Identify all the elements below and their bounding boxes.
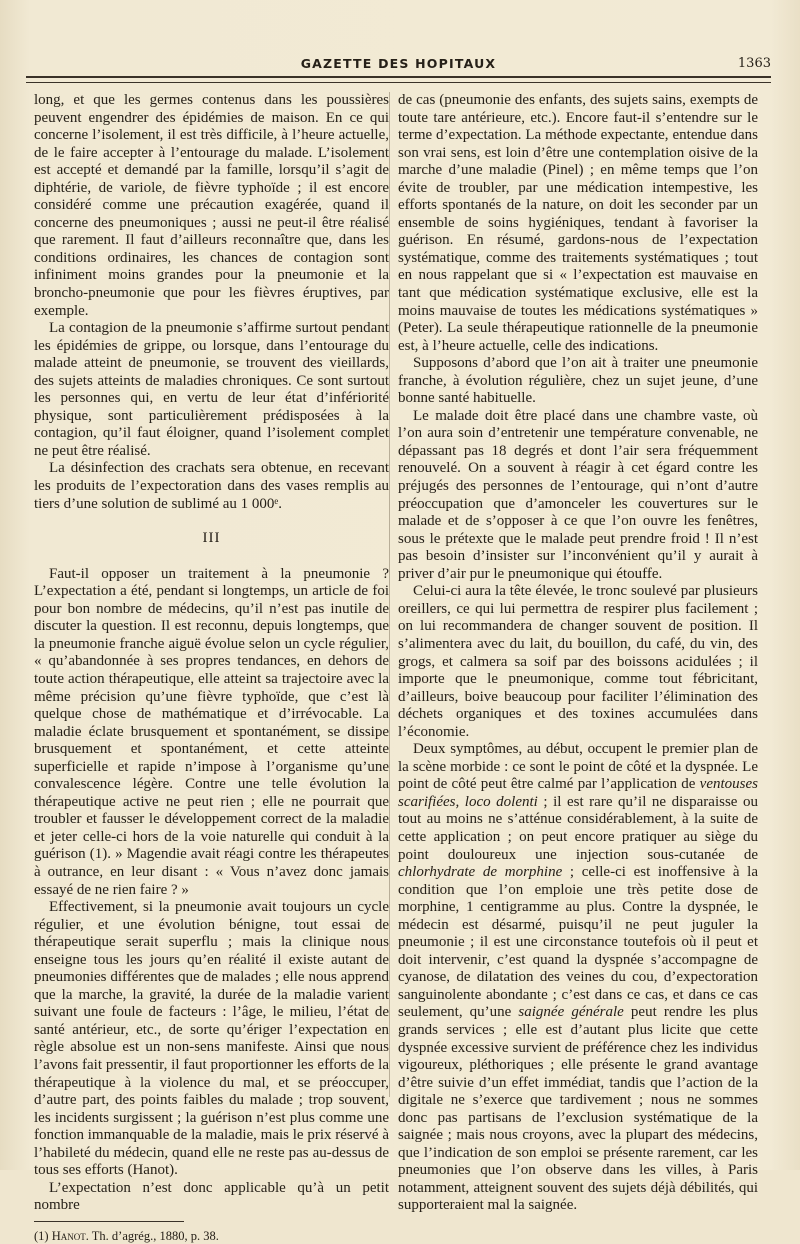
- paragraph: de cas (pneumonie des enfants, des sujets sains, exempts de toute tare antérieure, etc.). Encore faut-il s’entendre sur le terme d’expectation. La méthode expectante, entendue dans son vrai sens, est loin d’être une contemplation oisive de la marche d’une maladie (Pinel) ; en même temps que l’on évite de troubler, par une médication intempestive, les efforts spontanés de la nature, on doit les seconder par un ensemble de soins hygiéniques, tendant à favoriser la guérison. En résumé, gardons-nous de l’expectation systématique, comme des traitements systématiques ; tout en nous rappelant que si « l’expectation est mauvaise en tant que médication systématique exclusive, elle est la moins mauvaise de toutes les médications systématiques » (Peter). La seule thérapeutique rationnelle de la pneumonie est, à l’heure actuelle, celle des indications.: [398, 92, 758, 354]
- paragraph: Supposons d’abord que l’on ait à traiter une pneumonie franche, à évolution régulière, chez un sujet jeune, d’une bonne santé habituelle.: [398, 355, 758, 407]
- paragraph: La désinfection des crachats sera obtenue, en recevant les produits de l’expectoration dans des vases remplis au tiers d’une solution de sublimé au 1 000ᵉ.: [34, 460, 389, 512]
- paragraph: Le malade doit être placé dans une chambre vaste, où l’on aura soin d’entretenir une température convenable, ne dépassant pas 18 degrés et dont l’air sera fréquemment renouvelé. On a souvent à réagir à cet égard contre les préjugés des personnes de l’entourage, qui n’ont d’autre préoccupation que d’amonceler les couvertures sur le malade et de s’opposer à ce que l’on ouvre les fenêtres, sous le prétexte que le malade peut prendre froid ! Il n’est pas besoin d’insister sur l’inconvénient qu’il y aurait à priver d’air pur le pneumonique qui étouffe.: [398, 407, 758, 582]
- footnote-reference: Th. d’agrég., 1880, p. 38.: [91, 1228, 219, 1243]
- page-header: [26, 56, 771, 72]
- italic-run: saignée générale: [518, 1004, 624, 1021]
- paragraph: La contagion de la pneumonie s’affirme surtout pendant les épidémies de grippe, ou lorsque, dans l’entourage du malade atteint de pneumonie, se trouvent des vieillards, des sujets atteints de maladies chroniques. Ce sont surtout les personnes qui, en vertu de leur état d’infériorité physique, sont particulièrement prédisposées à la contagion, qu’il faut éloigner, quand l’isolement complet ne peut être réalisé.: [34, 320, 389, 459]
- footnote-number: (1): [34, 1228, 49, 1243]
- italic-run: ventouses scarifiées, loco dolenti: [398, 776, 758, 810]
- paragraph: long, et que les germes contenus dans les poussières peuvent engendrer des épidémies de maison. En ce qui concerne l’isolement, il est très difficile, à l’heure actuelle, de le faire accepter à l’entourage du malade. L’isolement est accepté et demandé par la famille, lorsqu’il s’agit de diphtérie, de variole, de fièvre typhoïde ; il est encore considéré comme une précaution exagérée, quand il concerne des pneumoniques ; aussi ne peut-il être réalisé que rarement. Il faut d’ailleurs reconnaître que, dans les conditions ordinaires, les chances de contagion sont infiniment moins grandes pour la pneumonie et la broncho-pneumonie que pour les fièvres éruptives, par exemple.: [34, 92, 389, 319]
- page-number: 1363: [737, 56, 771, 71]
- left-column: [34, 92, 389, 1244]
- footnote: [34, 1229, 389, 1244]
- text-run: Deux symptômes, au début, occupent le premier plan de la scène morbide : ce sont le point de côté et la dyspnée. Le point de côté peut être calmé par l’application de: [398, 741, 758, 793]
- text-run: peut rendre les plus grands services ; elle est d’autant plus licite que cette dyspnée excessive survient de préférence chez les individus vigoureux, pléthoriques ; elle présente le grand avantage d’être suivie d’un effet immédiat, tandis que l’action de la digitale ne s’exerce que tardivement ; nous ne sommes donc pas partisans de l’exclusion systématique de la saignée ; mais nous croyons, avec la plupart des médecins, que l’indication de son emploi se présente rarement, car les pneumonies que l’on observe dans les villes, à Paris notamment, atteignent souvent des sujets déjà débilités, qui supporteraient mal la saignée.: [398, 1004, 758, 1214]
- column-separator: [389, 92, 390, 1097]
- text-run: ; celle-ci est inoffensive à la condition que l’on emploie une très petite dose de morphine, 1 centigramme au plus. Contre la dyspnée, le médecin est désarmé, puisqu’il ne peut juguler la pneumonie ; il est une circonstance toutefois où il peut et doit intervenir, c’est quand la dyspnée s’accompagne de cyanose, de dilatation des veines du cou, d’expectoration sanguinolente abondante ; c’est dans ce cas, et dans ce cas seulement, qu’une: [398, 864, 758, 1021]
- right-column: [398, 92, 758, 1215]
- paragraph: Faut-il opposer un traitement à la pneumonie ? L’expectation a été, pendant si longtemps, un article de foi pour bon nombre de médecins, qu’il n’est pas inutile de discuter la question. Il est reconnu, depuis longtemps, que la pneumonie franche aiguë évolue selon un cycle régulier, « qu’abandonnée à ses propres tendances, en dehors de toute action thérapeutique, elle atteint sa trajectoire avec la même précision qu’une fièvre typhoïde, que c’est là quelque chose de mathématique et d’irrévocable. La maladie éclate brusquement et spontanément, se dissipe brusquement et spontanément, et cette atteinte superficielle et rapide n’impose à l’organisme qu’une convalescence légère. Contre une telle évolution la thérapeutique active ne peut rien ; elle ne pourrait que troubler et fausser le développement correct de la maladie et jeter celle-ci hors de la voie naturelle qui conduit à la guérison (1). » Magendie avait réagi contre les thérapeutes à outrance, en leur disant : « Vous n’avez donc jamais essayé de ne rien faire ? »: [34, 565, 389, 898]
- journal-title: GAZETTE DES HOPITAUX: [300, 56, 497, 71]
- paragraph: Celui-ci aura la tête élevée, le tronc soulevé par plusieurs oreillers, ce qui lui permettra de respirer plus facilement ; on lui recommandera de changer souvent de position. Il s’alimentera avec du lait, du bouillon, du café, du vin, des grogs, et calmera sa soif par des boissons acidulées ; il importe que le pneumonique, comme tout fébricitant, d’ailleurs, boive beaucoup pour faciliter l’élimination des déchets organiques et des toxines accumulées dans l’économie.: [398, 583, 758, 740]
- footnote-author: Hanot.: [51, 1228, 89, 1243]
- paragraph: Effectivement, si la pneumonie avait toujours un cycle régulier, et une évolution bénigne, tout essai de thérapeutique serait superflu ; mais la clinique nous enseigne tous les jours qu’en réalité il existe autant de pneumonies différentes que de malades ; elle nous apprend que la marche, la gravité, la durée de la maladie varient suivant une foule de facteurs : l’âge, le milieu, l’état de santé antérieur, etc., de sorte qu’ériger l’expectation en règle absolue est un non-sens manifeste. Ainsi que nous l’avons fait pressentir, il faut proportionner les efforts de la thérapeutique à la violence du mal, et se préoccuper, d’autre part, des points faibles du malade ; trop souvent, les incidents surgissent ; la guérison n’est plus comme une fonction immanquable de la maladie, mais le prix réservé à l’habileté du médecin, quand elle ne reste pas au-dessus de tous ses efforts (Hanot).: [34, 899, 389, 1179]
- italic-run: chlorhydrate de morphine: [398, 864, 563, 881]
- header-rule-thin: [26, 82, 771, 83]
- paragraph: L’expectation n’est donc applicable qu’à un petit nombre: [34, 1179, 389, 1214]
- text-run: ; il est rare qu’il ne disparaisse ou tout au moins ne s’atténue considérablement, à la suite de cette application ; on peut encore pratiquer au siège du point douloureux une injection sous-cutanée de: [398, 793, 758, 863]
- footnote-rule: [34, 1221, 184, 1222]
- section-heading: III: [202, 530, 221, 547]
- paragraph: [398, 741, 758, 1215]
- header-rule-thick: [26, 76, 771, 78]
